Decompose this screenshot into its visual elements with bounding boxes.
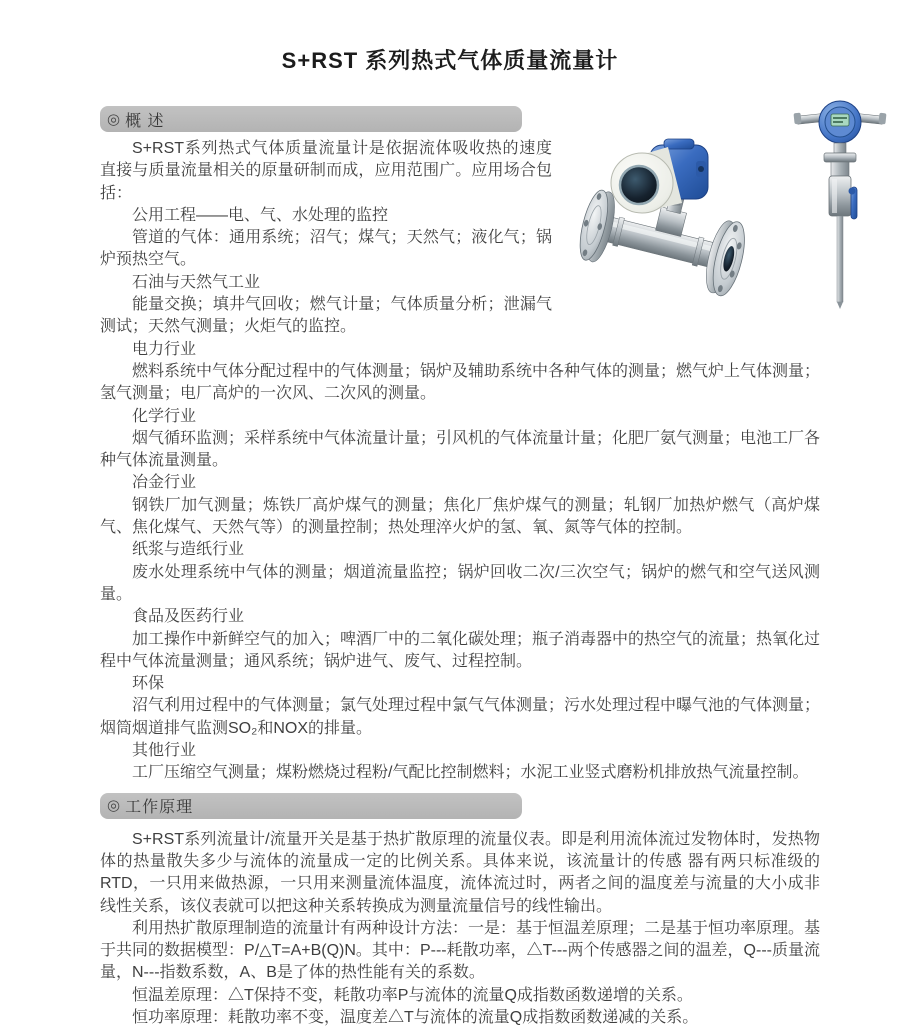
- paragraph: 加工操作中新鲜空气的加入；啤酒厂中的二氧化碳处理；瓶子消毒器中的热空气的流量；热氧化过程中气体流量测量；通风系统；锅炉进气、废气、过程控制。: [100, 630, 821, 670]
- paragraph: 恒温差原理：△T保持不变，耗散功率P与流体的流量Q成指数函数递增的关系。: [132, 986, 693, 1004]
- paragraph: 食品及医药行业: [132, 608, 245, 626]
- paragraph: 冶金行业: [132, 474, 197, 492]
- flow-meter-illustration: [572, 95, 894, 311]
- paragraph: 利用热扩散原理制造的流量计有两种设计方法：一是：基于恒温差原理；二是基于恒功率原理。基于共同的数据模型：P/△T=A+B(Q)N。其中：P---耗散功率，△T---两个传感器之间的温差，Q---质量流量，N---指数系数，A、B是了体的热性能有关的系数。: [100, 919, 821, 982]
- paragraph: 沼气利用过程中的气体测量；氯气处理过程中氯气气体测量；污水处理过程中曝气池的气体测量；烟筒烟道排气监测SO₂和NOX的排量。: [100, 697, 821, 737]
- paragraph: 烟气循环监测；采样系统中气体流量计量；引风机的气体流量计量；化肥厂氨气测量；电池工厂各种气体流量测量。: [100, 429, 821, 470]
- paragraph: S+RST系列流量计/流量开关是基于热扩散原理的流量仪表。即是利用流体流过发物体时，发热物体的热量散失多少与流体的流量成一定的比例关系。具体来说，该流量计的传感 器有两只标准级的RTD，一只用来做热源，一只用来测量流体温度，流体流过时，两者之间的温度差与流量的大小成非线性关系，该仪表就可以把这种关系转换成为测量流量信号的线性输出。: [100, 830, 820, 915]
- paragraph: 纸浆与造纸行业: [132, 541, 245, 559]
- paragraph: 恒功率原理：耗散功率不变，温度差△T与流体的流量Q成指数函数递减的关系。: [132, 1008, 699, 1026]
- paragraph: 能量交换；填井气回收；燃气计量；气体质量分析；泄漏气测试；天然气测量；火炬气的监控。: [100, 296, 552, 336]
- paragraph: 钢铁厂加气测量；炼铁厂高炉煤气的测量；焦化厂焦炉煤气的测量；轧钢厂加热炉燃气（高炉煤气、焦化煤气、天然气等）的测量控制；热处理淬火炉的氢、氧、氮等气体的控制。: [100, 496, 820, 537]
- page-title: S+RST 系列热式气体质量流量计: [281, 48, 619, 73]
- paragraph: 石油与天然气工业: [132, 273, 261, 291]
- paragraph: 电力行业: [132, 340, 197, 358]
- section-header-overview: [100, 106, 522, 132]
- section-heading-overview: 概 述: [125, 112, 165, 130]
- paragraph: 工厂压缩空气测量；煤粉燃烧过程粉/气配比控制燃料；水泥工业竖式磨粉机排放热气流量控制。: [132, 764, 809, 782]
- section-header-principle: [100, 793, 522, 819]
- paragraph: 管道的气体：通用系统；沼气；煤气；天然气；液化气；锅炉预热空气。: [100, 229, 552, 269]
- paragraph: 其他行业: [132, 742, 197, 760]
- paragraph: 环保: [132, 675, 165, 693]
- section-bullseye-icon: ◎: [107, 110, 121, 128]
- paragraph: 公用工程——电、气、水处理的监控: [132, 206, 389, 224]
- paragraph: 化学行业: [132, 407, 197, 425]
- section-bullseye-icon: ◎: [107, 797, 121, 815]
- principle-body: [100, 829, 820, 1029]
- section-heading-principle: 工作原理: [125, 799, 194, 817]
- product-photo: [572, 95, 894, 311]
- paragraph: 燃料系统中气体分配过程中的气体测量；锅炉及辅助系统中各种气体的测量；燃气炉上气体测量；氢气测量；电厂高炉的一次风、二次风的测量。: [100, 362, 821, 403]
- paragraph: 废水处理系统中气体的测量；烟道流量监控；锅炉回收二次/三次空气；锅炉的燃气和空气送风测量。: [100, 563, 820, 603]
- paragraph: S+RST系列热式气体质量流量计是依据流体吸收热的速度直接与质量流量相关的原量研制而成，应用范围广。应用场合包括：: [100, 140, 552, 202]
